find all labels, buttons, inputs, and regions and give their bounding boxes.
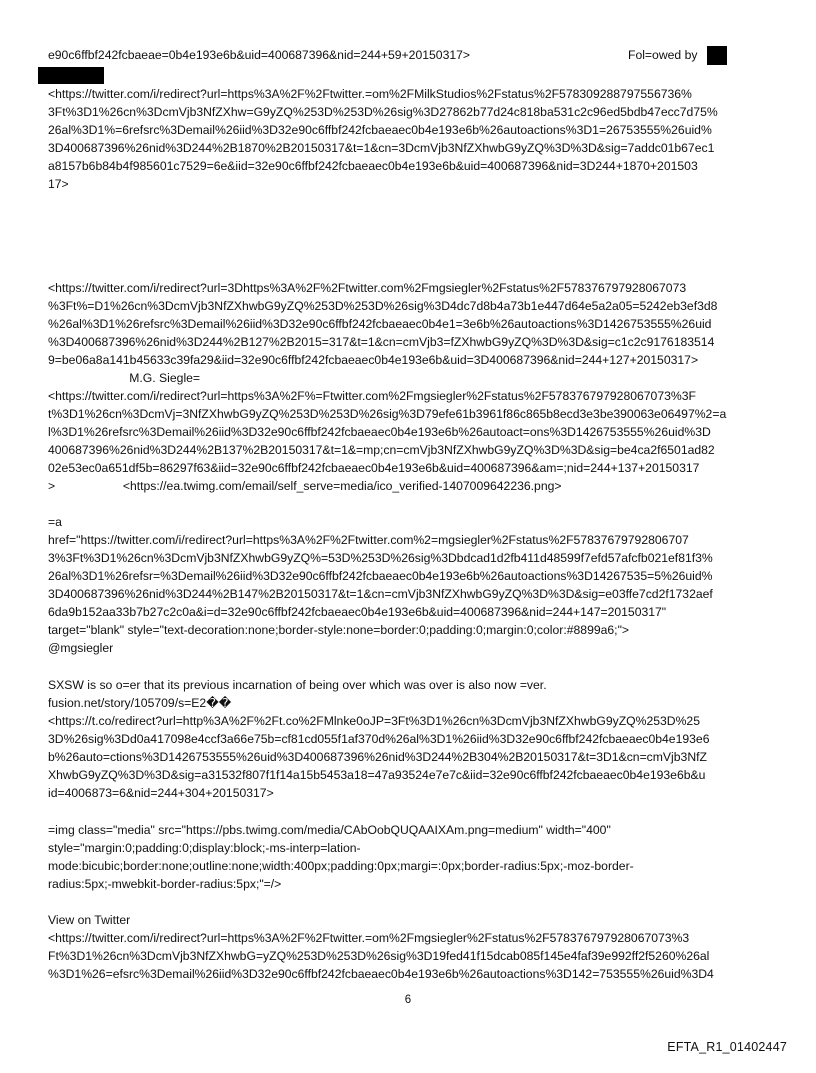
bates-number: EFTA_R1_01402447 [667,1040,787,1054]
text-line: l%3D1%26refsrc%3Demail%26iid%3D32e90c6ffbf242fcbaeaec0b4e193e6b%26autoact=ons%3D1426753555%26uid%3D [48,425,711,439]
text-line: =img class="media" src="https://pbs.twimg.com/media/CAbOobQUQAAIXAm.png=medium" width="400" [48,823,611,837]
author-name-line: M.G. Siegle= [48,371,201,385]
text-line: target="blank" style="text-decoration:none;border-style:none=border:0;padding:0;margin:0;color:#8899a6;"> [48,623,630,637]
text-line: <https://t.co/redirect?url=http%3A%2F%2Ft.co%2FMlnke0oJP=3Ft%3D1%26cn%3DcmVjb3NfZXhwbG9yZQ%253D%25 [48,714,700,728]
text-line: 3%3Ft%3D1%26cn%3DcmVjb3NfZXhwbG9yZQ%=53D%253D%26sig%3Dbdcad1d2fb411d48599f7efd57afcfb021ef81f3% [48,551,713,565]
text-line: <https://twitter.com/i/redirect?url=3Dhttps%3A%2F%2Ftwitter.com%2Fmgsiegler%2Fstatus%2F578376797928067073 [48,281,687,295]
text-line: 26al%3D1%=6refsrc%3Demail%26iid%3D32e90c6ffbf242fcbaeaec0b4e193e6b%26autoactions%3D1=26753555%26uid% [48,123,712,137]
text-line: XhwbG9yZQ%3D%3D&sig=a31532f807f1f14a15b5453a18=47a93524e7e7c&iid=32e90c6ffbf242fcbaeaec0b4e193e6b&u [48,768,706,782]
text-line: %3Ft%=D1%26cn%3DcmVjb3NfZXhwbG9yZQ%253D%253D%26sig%3D4dc7d8b4a73b1e447d64e5a2a05=5242eb3ef3d8 [48,299,718,313]
text-line: <https://twitter.com/i/redirect?url=https%3A%2F%=Ftwitter.com%2Fmgsiegler%2Fstatus%2F578376797928067073%3F [48,389,696,403]
text-line: Ft%3D1%26cn%3DcmVjb3NfZXhwbG=yZQ%253D%253D%26sig%3D19fed41f15dcab085f145e4faf39e992ff2f5260%26al [48,949,710,963]
text-line: 17> [48,177,69,191]
redaction-box [707,46,727,65]
text-line: 6da9b152aa33b7b27c2c0a&i=d=32e90c6ffbf242fcbaeaec0b4e193e6b&uid=400687396&nid=244+147=20150317" [48,605,667,619]
text-line: mode:bicubic;border:none;outline:none;width:400px;padding:0px;margi=:0px;border-radius:5px;-moz-border- [48,859,634,873]
text-line: <https://twitter.com/i/redirect?url=https%3A%2F%2Ftwitter.=om%2FMilkStudios%2Fstatus%2F578309288797556736% [48,87,692,101]
text-line: 3Ft%3D1%26cn%3DcmVjb3NfZXhw=G9yZQ%253D%253D%26sig%3D27862b77d24c818ba531c2c96ed5bdb47ecc7d75% [48,105,718,119]
text-line: radius:5px;-mwebkit-border-radius:5px;"=/> [48,877,282,891]
text-line: a8157b6b84b4f985601c7529=6e&iid=32e90c6ffbf242fcbaeaec0b4e193e6b&uid=400687396&nid=3D244+1870+201503 [48,159,698,173]
text-line: %3D1%26=efsrc%3Demail%26iid%3D32e90c6ffbf242fcbaeaec0b4e193e6b%26autoactions%3D142=753555%26uid%3D4 [48,967,714,981]
text-line: fusion.net/story/105709/s=E2�� [48,696,232,710]
handle-line: @mgsiegler [48,641,114,655]
redaction-box [38,67,104,84]
text-line: 3D400687396%26nid%3D244%2B1870%2B20150317&t=1&cn=3DcmVjb3NfZXhwbG9yZQ%3D%3D&sig=7addc01b67ec1 [48,141,715,155]
text-line: %3D400687396%26nid%3D244%2B127%2B2015=317&t=1&cn=cmVjb3=fZXhwbG9yZQ%3D%3D&sig=c1c2c9176183514 [48,335,715,349]
text-line: 02e53ec0a651df5b=86297f63&iid=32e90c6ffbf242fcbaeaec0b4e193e6b&uid=400687396&am=;nid=244+137+20150317 [48,461,700,475]
followed-by-label: Fol=owed by [628,48,698,62]
text-line: href="https://twitter.com/i/redirect?url=https%3A%2F%2Ftwitter.com%2=mgsiegler%2Fstatus%2F57837679792806707 [48,533,689,547]
text-line: 3D%26sig%3Dd0a417098e4ccf3a66e75b=cf81cd055f1af370d%26al%3D1%26iid%3D32e90c6ffbf242fcbaeaec0b4e193e6 [48,732,710,746]
page-number: 6 [404,994,412,1006]
tweet-text-line: SXSW is so o=er that its previous incarnation of being over which was over is also now =ver. [48,678,547,692]
text-line: > <https://ea.twimg.com/email/self_serve=media/ico_verified-1407009642236.png> [48,479,562,493]
text-line: b%26auto=ctions%3D1426753555%26uid%3D400687396%26nid%3D244%2B304%2B20150317&t=3D1&cn=cmVjb3NfZ [48,750,707,764]
text-line: 26al%3D1%26refsr=%3Demail%26iid%3D32e90c6ffbf242fcbaeaec0b4e193e6b%26autoactions%3D14267535=5%26uid% [48,569,713,583]
text-line: %26al%3D1%26refsrc%3Demail%26iid%3D32e90c6ffbf242fcbaeaec0b4e1=3e6b%26autoactions%3D1426753555%26uid [48,317,712,331]
view-on-twitter-line: View on Twitter [48,913,131,927]
text-line: =a [48,515,62,529]
text-line: <https://twitter.com/i/redirect?url=https%3A%2F%2Ftwitter.=om%2Fmgsiegler%2Fstatus%2F578376797928067073%3 [48,931,690,945]
text-line: 400687396%26nid%3D244%2B137%2B20150317&t=1&=mp;cn=cmVjb3NfZXhwbG9yZQ%3D%3D&sig=be4ca2f6501ad82 [48,443,715,457]
text-line: t%3D1%26cn%3DcmVj=3NfZXhwbG9yZQ%253D%253D%26sig%3D79efe61b3961f86c865b8ecd3e3be390063e06497%2=a [48,407,727,421]
text-line: style="margin:0;padding:0;display:block;-ms-interp=lation- [48,841,361,855]
text-line: id=4006873=6&nid=244+304+20150317> [48,786,274,800]
header-first-line: e90c6ffbf242fcbaeae=0b4e193e6b&uid=400687396&nid=244+59+20150317> [48,48,471,62]
text-line: 9=be06a8a141b45633c39fa29&iid=32e90c6ffbf242fcbaeaec0b4e193e6b&uid=3D400687396&nid=244+127+20150317> [48,353,699,367]
text-line: 3D400687396%26nid%3D244%2B147%2B20150317&t=1&cn=cmVjb3NfZXhwbG9yZQ%3D%3D&sig=e03ffe7cd2f1732aef [48,587,713,601]
